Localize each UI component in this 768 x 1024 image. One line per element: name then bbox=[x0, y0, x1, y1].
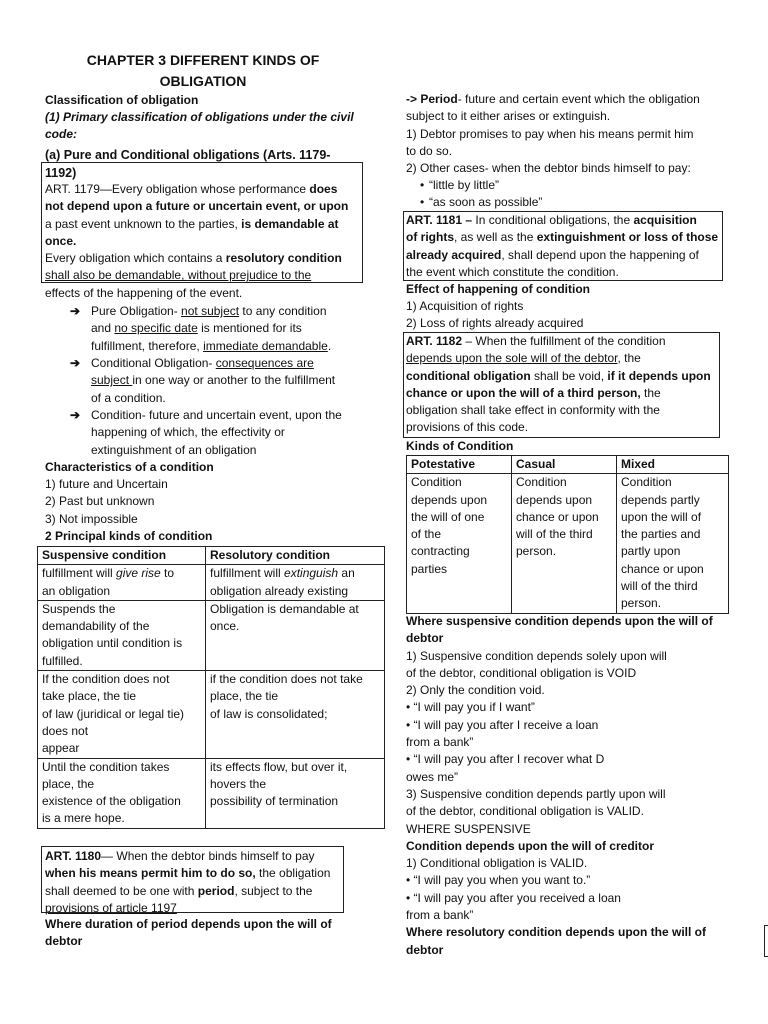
primary-classification: (1) Primary classification of obligations under the civil code: bbox=[45, 110, 354, 142]
classification-heading: Classification of obligation bbox=[45, 93, 199, 107]
table-row: If the condition does not take place, the tie of law (juridical or legal tie) does not appear if the condition does not take place, the tie of law is consolidated; bbox=[38, 671, 385, 758]
suspensive-debtor-section: Where suspensive condition depends upon the will of debtor 1) Suspensive condition depends solely upon will of the debtor, conditional obligation is VOID 2) Only the condition void. • “I will pay you if I want” • “I will pay you after I receive a loan from a bank” • “I will pay you after I recover what D owes me” 3) Suspensive condition depends partly upon will of the debtor, conditional obligation is VALID. WHERE SUSPENSIVE Condition depends upon the will of creditor 1) Conditional obligation is VALID. • “I will pay you when you want to.” • “I will pay you after you received a loan from a bank” Where resolutory condition depends upon the will of debtor bbox=[406, 614, 713, 957]
pure-conditional-heading: (a) Pure and Conditional obligations (Arts. 1179-1192) bbox=[45, 148, 331, 180]
bullet-icon: • bbox=[420, 195, 425, 209]
table-row: Condition depends upon the will of one of the contracting parties Condition depends upon chance or upon will of the third person. Condition depends partly upon the will of the parties and partly upon chance or upon will of the third person. bbox=[407, 474, 729, 613]
table-row: Until the condition takes place, the existence of the obligation is a mere hope. its effects flow, but over it, hovers the possibility of termination bbox=[38, 758, 385, 828]
kinds-of-condition-table bbox=[406, 455, 729, 614]
table-row: fulfillment will give rise to an obligation fulfillment will extinguish an obligation already existing bbox=[38, 565, 385, 601]
arrow-right-icon: ➔ bbox=[70, 356, 81, 370]
arrow-right-icon: ➔ bbox=[70, 408, 81, 422]
list-item: “as soon as possible” bbox=[429, 195, 543, 209]
suspensive-resolutory-table bbox=[37, 546, 385, 829]
table-row: Potestative Casual Mixed bbox=[407, 456, 729, 474]
list-item: “little by little” bbox=[429, 178, 500, 192]
page-edge-mark bbox=[764, 925, 768, 957]
arrow-right-icon: ➔ bbox=[70, 304, 81, 318]
table-row: Suspends the demandability of the obligation until condition is fulfilled. Obligation is demandable at once. bbox=[38, 600, 385, 670]
conditional-obligation-definition: Conditional Obligation- consequences are subject in one way or another to the fulfillment of a condition. bbox=[91, 356, 336, 405]
bullet-icon: • bbox=[420, 178, 425, 192]
effect-heading: Effect of happening of condition bbox=[406, 282, 590, 296]
effect-list: 1) Acquisition of rights 2) Loss of rights already acquired bbox=[406, 299, 584, 331]
condition-definition: Condition- future and uncertain event, upon the happening of which, the effectivity or extinguishment of an obligation bbox=[91, 408, 342, 457]
characteristics-list: 1) future and Uncertain 2) Past but unknown 3) Not impossible bbox=[45, 477, 168, 526]
art-1179-text: ART. 1179—Every obligation whose performance does not depend upon a future or uncertain event, or upon a past event unknown to the parties, is demandable at once. Every obligation which contains a resolutory condition shall also be demandable, without prejudice to the effects of the happening of the event. bbox=[45, 182, 349, 300]
table-row: Suspensive condition Resolutory condition bbox=[38, 547, 385, 565]
kinds-of-condition-heading: Kinds of Condition bbox=[406, 439, 514, 453]
principal-kinds-heading: 2 Principal kinds of condition bbox=[45, 529, 213, 543]
period-definition: -> Period- future and certain event which the obligation subject to it either arises or extinguish. 1) Debtor promises to pay when his means permit him to do so. 2) Other cases- when the debtor binds himself to pay: bbox=[406, 92, 700, 176]
pure-obligation-definition: Pure Obligation- not subject to any condition and no specific date is mentioned for its fulfillment, therefore, immediate demandable. bbox=[91, 304, 332, 353]
period-debtor-will-heading: Where duration of period depends upon the will of debtor bbox=[45, 917, 332, 949]
art-1181-text: ART. 1181 – In conditional obligations, the acquisition of rights, as well as the extinguishment or loss of those already acquired, shall depend upon the happening of the event which constitute the condition. bbox=[406, 213, 719, 279]
chapter-title: CHAPTER 3 DIFFERENT KINDS OF OBLIGATION bbox=[86, 52, 320, 89]
characteristics-heading: Characteristics of a condition bbox=[45, 460, 214, 474]
art-1180-text: ART. 1180— When the debtor binds himself to pay when his means permit him to do so, the obligation shall deemed to be one with period, subject to the provisions of article 1197 bbox=[45, 849, 331, 915]
art-1182-text: ART. 1182 – When the fulfillment of the condition depends upon the sole will of the debtor, the conditional obligation shall be void, if it depends upon chance or upon the will of a third person, the obligation shall take effect in conformity with the provisions of this code. bbox=[406, 334, 711, 435]
